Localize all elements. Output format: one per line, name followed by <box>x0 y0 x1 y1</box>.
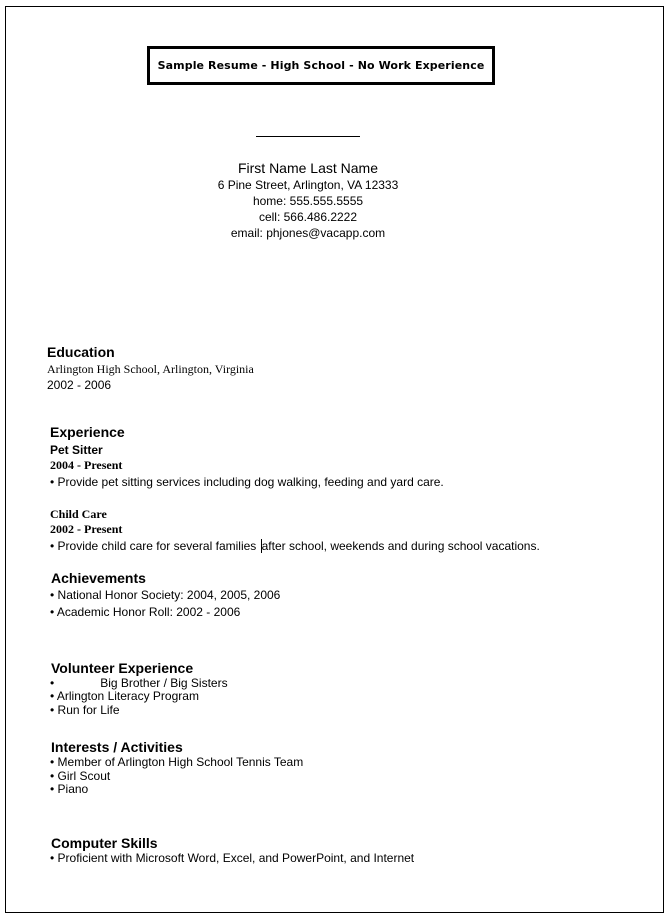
contact-address: 6 Pine Street, Arlington, VA 12333 <box>217 178 399 192</box>
education-heading: Education <box>47 344 115 360</box>
list-item: • Arlington Literacy Program <box>50 689 199 703</box>
list-item: • Girl Scout <box>50 769 111 783</box>
job-dates: 2002 - Present <box>50 522 123 536</box>
interests-heading: Interests / Activities <box>51 739 183 755</box>
job-description-start: • Provide child care for several families <box>50 539 260 553</box>
contact-email: email: phjones@vacapp.com <box>230 226 386 240</box>
job-description-end: after school, weekends and during school vacations. <box>261 539 540 553</box>
list-item: • National Honor Society: 2004, 2005, 2006 <box>50 588 281 602</box>
contact-cell-phone: cell: 566.486.2222 <box>258 210 358 224</box>
job-dates: 2004 - Present <box>50 458 123 472</box>
resume-title: Sample Resume - High School - No Work Experience <box>147 46 495 85</box>
horizontal-rule <box>256 136 360 137</box>
job-description <box>50 539 540 553</box>
contact-block <box>200 159 416 241</box>
job-title: Child Care <box>50 507 107 521</box>
list-item: • Run for Life <box>50 703 120 717</box>
list-item: • Proficient with Microsoft Word, Excel, and PowerPoint, and Internet <box>50 851 415 865</box>
achievements-heading: Achievements <box>51 570 146 586</box>
experience-heading: Experience <box>50 424 125 440</box>
contact-name: First Name Last Name <box>237 160 379 176</box>
computer-skills-heading: Computer Skills <box>51 835 158 851</box>
list-item: • Piano <box>50 782 89 796</box>
education-school: Arlington High School, Arlington, Virginia <box>47 362 254 376</box>
list-item-text: Big Brother / Big Sisters <box>100 676 228 690</box>
education-years: 2002 - 2006 <box>47 378 112 392</box>
job-title: Pet Sitter <box>50 443 103 457</box>
bullet: • <box>50 676 55 690</box>
job-description: • Provide pet sitting services including dog walking, feeding and yard care. <box>50 475 444 489</box>
list-item: • Member of Arlington High School Tennis Team <box>50 755 304 769</box>
list-item: • Academic Honor Roll: 2002 - 2006 <box>50 605 241 619</box>
contact-home-phone: home: 555.555.5555 <box>252 194 364 208</box>
list-item <box>50 676 228 690</box>
volunteer-heading: Volunteer Experience <box>51 660 194 676</box>
